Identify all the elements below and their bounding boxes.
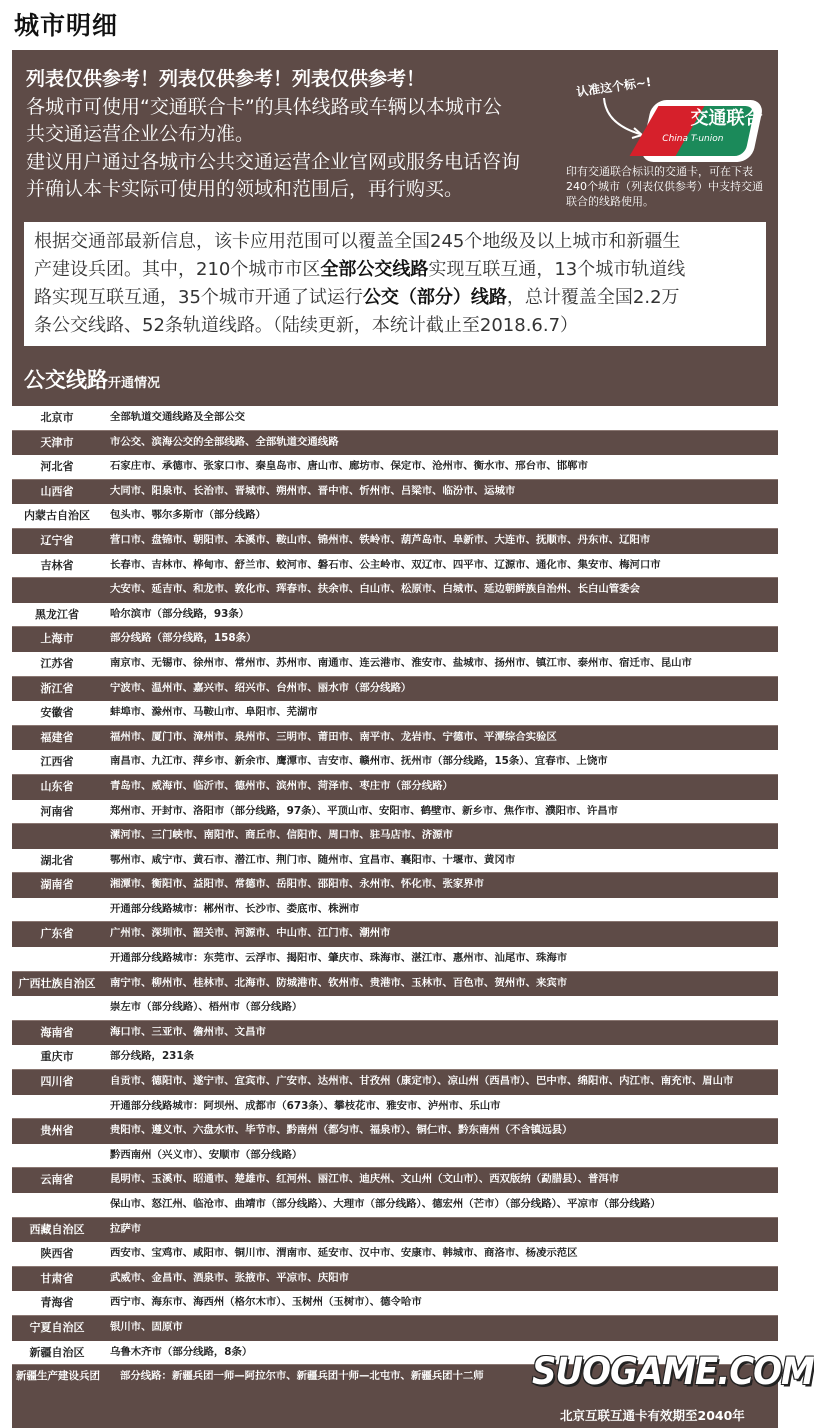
province-cell: 海南省 <box>40 1025 74 1039</box>
table-row <box>12 823 778 848</box>
info-line: 路实现互联互通，35个城市开通了试运行公交（部分）线路，总计覆盖全国2.2万 <box>34 287 680 308</box>
cities-cell: 开通部分线路城市：郴州市、长沙市、娄底市、株洲市 <box>110 902 360 915</box>
notice-line: 并确认本卡实际可使用的领域和范围后，再行购买。 <box>26 178 464 200</box>
table-row <box>12 1290 778 1315</box>
table-row <box>12 1143 778 1168</box>
province-cell: 天津市 <box>40 435 74 449</box>
notice-block <box>26 66 556 204</box>
logo-note: 印有交通联合标识的交通卡，可在下表240个城市（列表仅供参考）中支持交通联合的线路使用。 <box>566 165 763 208</box>
table-row <box>12 1217 778 1242</box>
watermark: SUOGAME.COM <box>532 1350 814 1394</box>
cities-cell: 全部轨道交通线路及全部公交 <box>110 411 246 423</box>
table-row <box>12 1044 778 1069</box>
logo-subtext: China T-union <box>662 134 724 144</box>
table-row <box>12 1192 778 1217</box>
province-cell: 山东省 <box>40 779 74 793</box>
cities-cell: 西宁市、海东市、海西州（格尔木市）、玉树州（玉树市）、德令哈市 <box>110 1296 422 1309</box>
province-cell: 安徽省 <box>40 706 74 720</box>
bus-section-title: 公交线路开通情况 <box>24 368 161 392</box>
cities-cell: 西安市、宝鸡市、咸阳市、铜川市、渭南市、延安市、汉中市、安康市、韩城市、商洛市、杨凌示范区 <box>110 1247 578 1260</box>
province-cell: 新疆生产建设兵团 <box>16 1370 100 1383</box>
city-table <box>12 405 778 1389</box>
province-cell <box>12 1144 102 1168</box>
table-row <box>12 872 778 897</box>
cities-cell: 郑州市、开封市、洛阳市（部分线路，97条）、平顶山市、安阳市、鹤壁市、新乡市、焦作市、濮阳市、许昌市 <box>110 804 619 817</box>
logo-text: 交通联合 <box>690 108 763 129</box>
info-highlight: 全部公交线路 <box>320 259 429 280</box>
cities-cell: 哈尔滨市（部分线路，93条） <box>110 607 250 620</box>
cities-cell: 广州市、深圳市、韶关市、河源市、中山市、江门市、潮州市 <box>110 927 391 940</box>
cities-cell: 南昌市、九江市、萍乡市、新余市、鹰潭市、吉安市、赣州市、抚州市（部分线路，15条）、宜春市、上饶市 <box>110 755 608 768</box>
cities-cell: 银川市、固原市 <box>110 1320 183 1333</box>
table-row <box>12 848 778 873</box>
table-row <box>12 528 778 553</box>
cities-cell: 南京市、无锡市、徐州市、常州市、苏州市、南通市、连云港市、淮安市、盐城市、扬州市、镇江市、泰州市、宿迁市、昆山市 <box>110 656 692 669</box>
cities-cell: 蚌埠市、滁州市、马鞍山市、阜阳市、芜湖市 <box>110 706 318 719</box>
province-cell: 宁夏自治区 <box>29 1320 85 1334</box>
table-row <box>12 479 778 504</box>
province-cell: 黑龙江省 <box>35 607 79 621</box>
cities-cell: 长春市、吉林市、桦甸市、舒兰市、蛟河市、磐石市、公主岭市、双辽市、四平市、辽源市、通化市、集安市、梅河口市 <box>110 558 661 571</box>
table-row <box>12 749 778 774</box>
province-cell: 浙江省 <box>40 681 74 695</box>
cities-cell: 宁波市、温州市、嘉兴市、绍兴市、台州市、丽水市（部分线路） <box>110 681 412 694</box>
notice-warning: 列表仅供参考！列表仅供参考！列表仅供参考！ <box>26 68 426 90</box>
cities-cell: 部分线路，231条 <box>110 1050 195 1063</box>
table-row <box>12 405 778 430</box>
cities-cell: 部分线路：新疆兵团一师—阿拉尔市、新疆兵团十师—北屯市、新疆兵团十二师 <box>120 1370 484 1383</box>
info-highlight: 公交（部分）线路 <box>362 287 507 308</box>
coverage-info-box <box>24 222 766 346</box>
province-cell: 河南省 <box>40 804 74 818</box>
cities-cell: 大安市、延吉市、和龙市、敦化市、珲春市、扶余市、白山市、松原市、白城市、延边朝鲜族自治州、长白山管委会 <box>110 583 640 596</box>
cities-cell: 石家庄市、承德市、张家口市、秦皇岛市、唐山市、廊坊市、保定市、沧州市、衡水市、邢台市、邯郸市 <box>110 460 588 473</box>
province-cell <box>12 996 102 1020</box>
cities-cell: 福州市、厦门市、漳州市、泉州市、三明市、莆田市、南平市、龙岩市、宁德市、平潭综合实验区 <box>110 730 557 743</box>
province-cell: 江苏省 <box>40 656 74 670</box>
province-cell: 山西省 <box>40 484 74 498</box>
cities-cell: 营口市、盘锦市、朝阳市、本溪市、鞍山市、锦州市、铁岭市、葫芦岛市、阜新市、大连市、抚顺市、丹东市、辽阳市 <box>110 533 651 546</box>
cities-cell: 市公交、滨海公交的全部线路、全部轨道交通线路 <box>110 435 339 448</box>
province-cell: 四川省 <box>40 1075 74 1089</box>
cities-cell: 乌鲁木齐市（部分线路，8条） <box>110 1345 253 1358</box>
table-row <box>12 1241 778 1266</box>
province-cell <box>12 1193 102 1217</box>
table-row <box>12 799 778 824</box>
page-title: 城市明细 <box>14 11 119 40</box>
province-cell <box>12 947 102 971</box>
table-row <box>12 1266 778 1291</box>
province-cell: 福建省 <box>40 730 74 744</box>
province-cell: 重庆市 <box>40 1050 74 1064</box>
province-cell: 新疆自治区 <box>29 1345 85 1359</box>
cities-cell: 昆明市、玉溪市、昭通市、楚雄市、红河州、丽江市、迪庆州、文山州（文山市）、西双版纳（勐腊县）、普洱市 <box>110 1173 620 1186</box>
province-cell <box>12 898 102 922</box>
province-cell: 广西壮族自治区 <box>18 976 96 990</box>
cities-cell: 开通部分线路城市：东莞市、云浮市、揭阳市、肇庆市、珠海市、湛江市、惠州市、汕尾市、珠海市 <box>110 952 568 965</box>
cities-cell: 崇左市（部分线路）、梧州市（部分线路） <box>110 1001 303 1014</box>
province-cell: 吉林省 <box>40 558 74 572</box>
cities-cell: 大同市、阳泉市、长治市、晋城市、朔州市、晋中市、忻州市、吕梁市、临汾市、运城市 <box>110 484 516 497</box>
info-line: 根据交通部最新信息，该卡应用范围可以覆盖全国245个地级及以上城市和新疆生 <box>34 231 681 252</box>
table-row <box>12 921 778 946</box>
table-row <box>12 774 778 799</box>
province-cell: 广东省 <box>40 927 74 941</box>
cities-cell: 保山市、怒江州、临沧市、曲靖市（部分线路）、大理市（部分线路）、德宏州（芒市）（部分线路）、平凉市（部分线路） <box>110 1198 661 1210</box>
logo-hint: 认准这个标~! <box>575 74 653 100</box>
info-line: 条公交线路、52条轨道线路。（陆续更新，本统计截止至2018.6.7） <box>34 315 579 336</box>
province-cell: 北京市 <box>40 411 74 424</box>
cities-cell: 包头市、鄂尔多斯市（部分线路） <box>110 509 266 522</box>
cities-cell: 青岛市、威海市、临沂市、德州市、滨州市、菏泽市、枣庄市（部分线路） <box>110 779 453 792</box>
table-row <box>12 676 778 701</box>
info-line: 产建设兵团。其中，210个城市市区全部公交线路实现互联互通，13个城市轨道线 <box>34 259 686 280</box>
province-cell: 河北省 <box>40 460 74 474</box>
t-union-logo <box>639 100 764 162</box>
table-row <box>12 454 778 479</box>
cities-cell: 自贡市、德阳市、遂宁市、宜宾市、广安市、达州市、甘孜州（康定市）、凉山州（西昌市）、巴中市、绵阳市、内江市、南充市、眉山市 <box>110 1075 734 1088</box>
province-cell: 西藏自治区 <box>29 1222 85 1236</box>
notice-line: 各城市可使用“交通联合卡”的具体线路或车辆以本城市公 <box>26 95 502 118</box>
cities-cell: 开通部分线路城市：阿坝州、成都市（673条）、攀枝花市、雅安市、泸州市、乐山市 <box>110 1099 501 1112</box>
province-cell <box>12 578 102 602</box>
table-row <box>12 553 778 578</box>
table-row <box>12 602 778 627</box>
table-row <box>12 1020 778 1045</box>
province-cell: 云南省 <box>40 1173 74 1187</box>
province-cell: 内蒙古自治区 <box>24 509 90 523</box>
table-row <box>12 946 778 971</box>
table-row <box>12 1315 778 1340</box>
table-row <box>12 503 778 528</box>
table-row <box>12 700 778 725</box>
cities-cell: 部分线路（部分线路，158条） <box>110 632 257 645</box>
cities-cell: 武威市、金昌市、酒泉市、张掖市、平凉市、庆阳市 <box>110 1271 349 1284</box>
table-row <box>12 897 778 922</box>
province-cell: 湖南省 <box>40 878 74 892</box>
province-cell: 辽宁省 <box>40 533 74 547</box>
province-cell: 贵州省 <box>40 1124 74 1138</box>
cities-cell: 贵阳市、遵义市、六盘水市、毕节市、黔南州（都匀市、福泉市）、铜仁市、黔东南州（不含镇远县） <box>110 1124 573 1137</box>
table-row <box>12 651 778 676</box>
footer-note: 北京互联互通卡有效期至2040年 <box>560 1408 745 1423</box>
province-cell: 江西省 <box>40 755 74 769</box>
table-row <box>12 626 778 651</box>
cities-cell: 鄂州市、咸宁市、黄石市、潜江市、荆门市、随州市、宜昌市、襄阳市、十堰市、黄冈市 <box>110 853 516 866</box>
cities-cell: 湘潭市、衡阳市、益阳市、常德市、岳阳市、邵阳市、永州市、怀化市、张家界市 <box>110 878 485 891</box>
table-row <box>12 725 778 750</box>
table-row <box>12 1167 778 1192</box>
province-cell: 陕西省 <box>40 1247 74 1261</box>
table-row <box>12 577 778 602</box>
province-cell: 青海省 <box>40 1296 74 1310</box>
cities-cell: 拉萨市 <box>110 1222 142 1235</box>
table-row <box>12 995 778 1020</box>
bus-section-subtitle: 开通情况 <box>108 376 161 391</box>
table-row <box>12 1069 778 1094</box>
table-row <box>12 971 778 996</box>
notice-line: 建议用户通过各城市公共交通运营企业官网或服务电话咨询 <box>26 150 521 173</box>
cities-cell: 海口市、三亚市、儋州市、文昌市 <box>110 1025 266 1038</box>
province-cell <box>12 824 102 848</box>
table-row <box>12 1118 778 1143</box>
cities-cell: 漯河市、三门峡市、南阳市、商丘市、信阳市、周口市、驻马店市、济源市 <box>110 829 453 842</box>
notice-line: 共交通运营企业公布为准。 <box>26 123 255 145</box>
table-row <box>12 430 778 455</box>
province-cell: 甘肃省 <box>40 1271 74 1285</box>
province-cell <box>12 1095 102 1119</box>
table-row <box>12 1094 778 1119</box>
cities-cell: 南宁市、柳州市、桂林市、北海市、防城港市、钦州市、贵港市、玉林市、百色市、贺州市、来宾市 <box>110 976 568 989</box>
province-cell: 湖北省 <box>40 853 74 867</box>
province-cell: 上海市 <box>40 632 74 646</box>
cities-cell: 黔西南州（兴义市）、安顺市（部分线路） <box>110 1148 303 1161</box>
